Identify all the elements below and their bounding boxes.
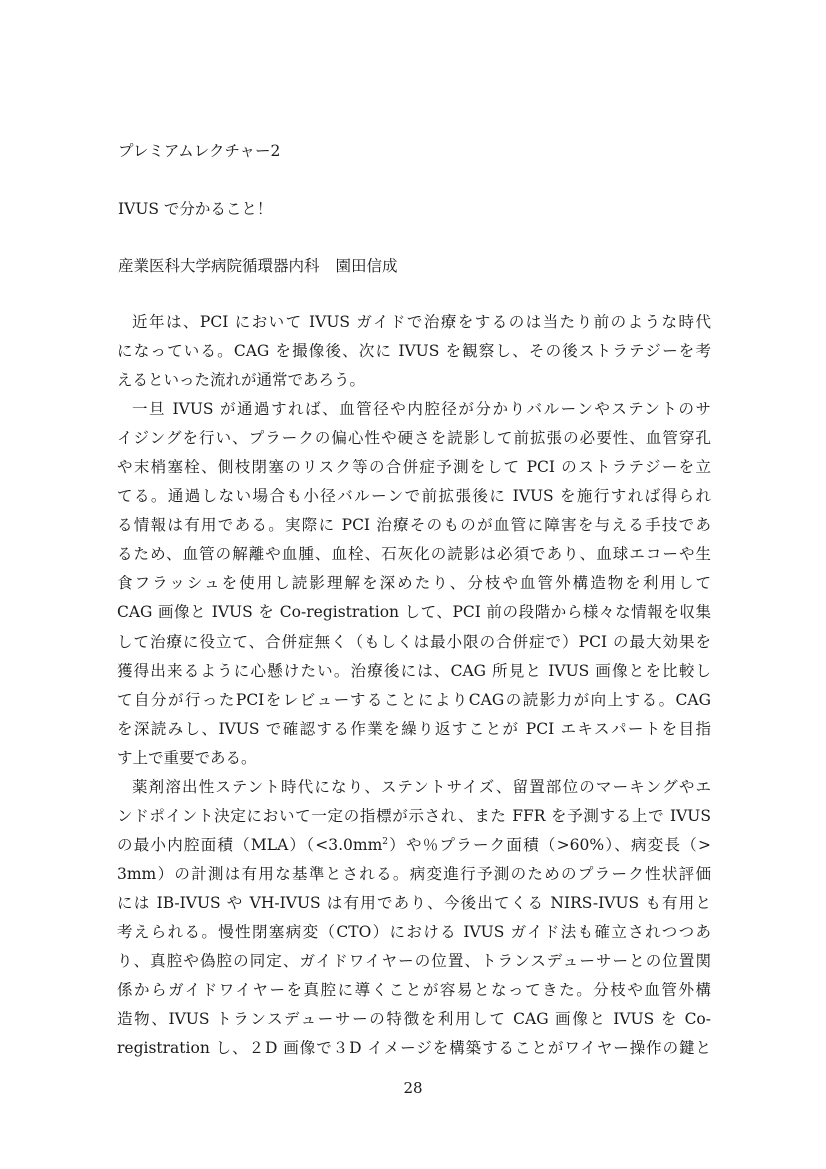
body-line: して治療に役立て、合併症無く（もしくは最小限の合併症で）PCI の最大効果を (117, 632, 711, 651)
body-line: 食フラッシュを使用し読影理解を深めたり、分枝や血管外構造物を利用して (117, 574, 711, 593)
author-line (118, 256, 398, 276)
body-line: になっている。CAG を撮像後、次に IVUS を観察し、その後ストラテジーを考 (117, 342, 711, 361)
mla-text-tail: ）や％プラーク面積（>60%）、病変長（> (388, 835, 711, 854)
body-line: や末梢塞栓、側枝閉塞のリスク等の合併症予測をして PCI のストラテジーを立 (117, 458, 711, 477)
body-line: ンドポイント決定において一定の指標が示され、また FFR を予測する上で IVUS (117, 806, 711, 825)
body-line: 造物、IVUS トランスデューサーの特徴を利用して CAG 画像と IVUS を Co- (117, 1010, 711, 1029)
body-line: 考えられる。慢性閉塞病変（CTO）における IVUS ガイド法も確立されつつあ (117, 922, 711, 941)
body-line: 係からガイドワイヤーを真腔に導くことが容易となってきた。分枝や血管外構 (117, 981, 711, 1000)
body-line: るため、血管の解離や血腫、血栓、石灰化の読影は必須であり、血球エコーや生 (117, 545, 711, 564)
body-line: る情報は有用である。実際に PCI 治療そのものが血管に障害を与える手技であ (117, 516, 711, 535)
body-line: を深読みし、IVUS で確認する作業を繰り返すことが PCI エキスパートを目指 (117, 719, 711, 738)
body-line: てる。通過しない場合も小径バルーンで前拡張後に IVUS を施行すれば得られ (117, 487, 711, 506)
body-line: には IB-IVUS や VH-IVUS は有用であり、今後出てくる NIRS-IVUS も有用と (117, 893, 711, 912)
page-number: 28 (403, 1079, 423, 1097)
mla-superscript: 2 (382, 836, 389, 847)
body-line: 一旦 IVUS が通過すれば、血管径や内腔径が分かりバルーンやステントのサ (132, 400, 711, 419)
body-line: 近年は、PCI において IVUS ガイドで治療をするのは当たり前のような時代 (132, 313, 711, 331)
affiliation: 産業医科大学病院循環器内科 (118, 257, 320, 275)
body-line: 3mm）の計測は有用な基準とされる。病変進行予測のためのプラーク性状評価 (117, 864, 711, 883)
body-line: す上で重要である。 (117, 748, 257, 767)
body-line: 薬剤溶出性ステント時代になり、ステントサイズ、留置部位のマーキングやエ (132, 777, 711, 796)
body-line: 獲得出来るように心懸けたい。治療後には、CAG 所見と IVUS 画像とを比較し (117, 661, 711, 680)
body-line: イジングを行い、プラークの偏心性や硬さを読影して前拡張の必要性、血管穿孔 (117, 429, 711, 448)
body-line: り、真腔や偽腔の同定、ガイドワイヤーの位置、トランスデューサーとの位置関 (117, 952, 711, 971)
body-line-mla (117, 831, 711, 860)
body-line: CAG 画像と IVUS を Co-registration して、PCI 前の段階から様々な情報を収集 (117, 603, 711, 622)
body-line: registration し、２D 画像で３D イメージを構築することがワイヤー操作の鍵と (117, 1039, 711, 1058)
body-line: えるといった流れが通常であろう。 (117, 371, 366, 390)
mla-text: の最小内腔面積（MLA）（<3.0mm (117, 835, 383, 854)
series-title: プレミアムレクチャー2 (118, 142, 281, 160)
body-line: て自分が行ったPCIをレビューすることによりCAGの読影力が向上する。CAG (117, 690, 711, 709)
body-text (117, 308, 711, 1063)
lecture-title: IVUS で分かること！ (118, 200, 273, 218)
author-name: 園田信成 (335, 257, 398, 275)
